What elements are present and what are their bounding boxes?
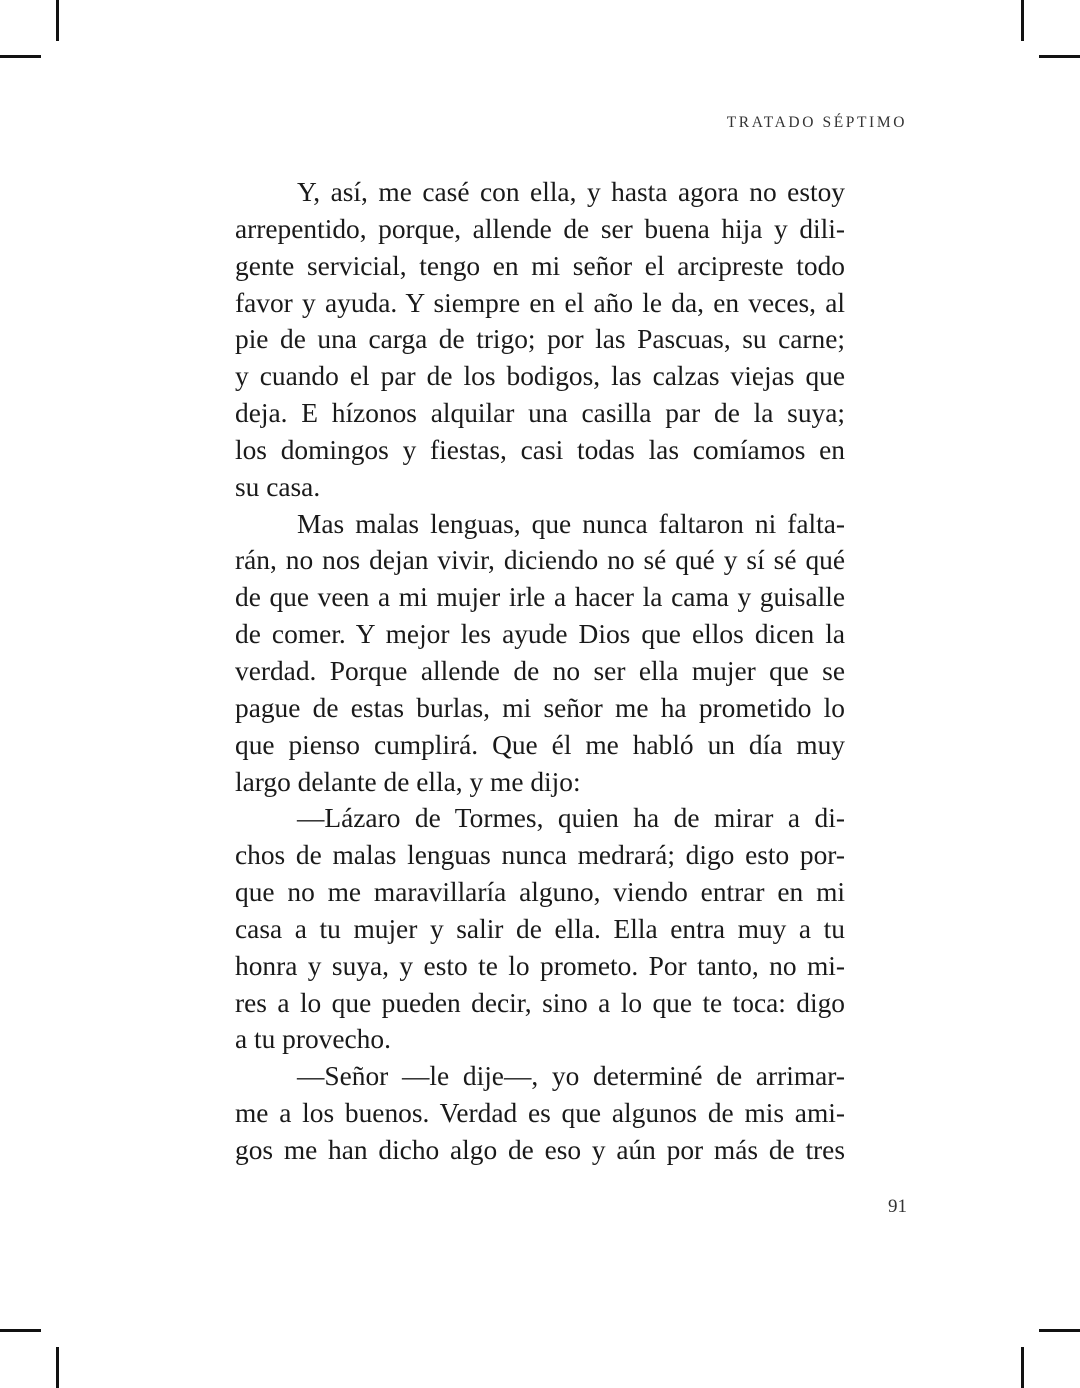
text-line: res a lo que pueden decir, sino a lo que te toca: digo	[235, 987, 845, 1018]
text-line: y cuando el par de los bodigos, las calzas viejas que	[235, 361, 845, 392]
text-line: —Lázaro de Tormes, quien ha de mirar a di-	[297, 803, 845, 834]
text-line: pie de una carga de trigo; por las Pascuas, su carne;	[235, 324, 845, 355]
paragraph	[235, 174, 845, 506]
text-line: rán, no nos dejan vivir, diciendo no sé qué y sí sé qué	[235, 545, 845, 576]
text-line: me a los buenos. Verdad es que algunos de mis ami-	[235, 1098, 845, 1129]
crop-mark-bottom-left-horizontal	[0, 1329, 41, 1332]
paragraph	[235, 506, 845, 801]
text-line: a tu provecho.	[235, 1024, 391, 1055]
text-line: favor y ayuda. Y siempre en el año le da, en veces, al	[235, 287, 845, 318]
text-line: los domingos y fiestas, casi todas las comíamos en	[235, 434, 845, 465]
crop-mark-bottom-right-vertical	[1021, 1347, 1024, 1388]
paragraph	[235, 800, 845, 1058]
text-line: que no me maravillaría alguno, viendo entrar en mi	[235, 877, 845, 908]
text-line: chos de malas lenguas nunca medrará; digo esto por-	[235, 840, 845, 871]
crop-mark-top-right-horizontal	[1039, 55, 1080, 58]
crop-mark-top-left-horizontal	[0, 55, 41, 58]
page-number: 91	[888, 1196, 907, 1217]
text-line: verdad. Porque allende de no ser ella mujer que se	[235, 655, 845, 686]
text-line: largo delante de ella, y me dijo:	[235, 766, 581, 797]
text-line: de que veen a mi mujer irle a hacer la cama y guisalle	[235, 582, 845, 613]
crop-mark-bottom-right-horizontal	[1039, 1329, 1080, 1332]
running-head: TRATADO SÉPTIMO	[726, 114, 907, 131]
body-text	[235, 174, 845, 1169]
crop-mark-top-right-vertical	[1021, 0, 1024, 41]
text-line: arrepentido, porque, allende de ser buena hija y dili-	[235, 213, 845, 244]
text-line: Mas malas lenguas, que nunca faltaron ni falta-	[297, 508, 845, 539]
text-line: gos me han dicho algo de eso y aún por más de tres	[235, 1134, 845, 1165]
text-line: de comer. Y mejor les ayude Dios que ellos dicen la	[235, 619, 845, 650]
text-line: Y, así, me casé con ella, y hasta agora no estoy	[297, 177, 845, 207]
crop-mark-bottom-left-vertical	[56, 1347, 59, 1388]
text-line: deja. E hízonos alquilar una casilla par de la suya;	[235, 398, 845, 429]
text-line: —Señor —le dije—, yo determiné de arrimar-	[297, 1061, 845, 1092]
text-line: casa a tu mujer y salir de ella. Ella entra muy a tu	[235, 913, 845, 944]
crop-mark-top-left-vertical	[56, 0, 59, 41]
text-line: su casa.	[235, 471, 321, 502]
paragraph	[235, 1058, 845, 1169]
text-line: honra y suya, y esto te lo prometo. Por tanto, no mi-	[235, 950, 845, 981]
text-line: pague de estas burlas, mi señor me ha prometido lo	[235, 692, 845, 723]
text-line: gente servicial, tengo en mi señor el arcipreste todo	[235, 250, 845, 281]
text-line: que pienso cumplirá. Que él me habló un día muy	[235, 729, 845, 760]
